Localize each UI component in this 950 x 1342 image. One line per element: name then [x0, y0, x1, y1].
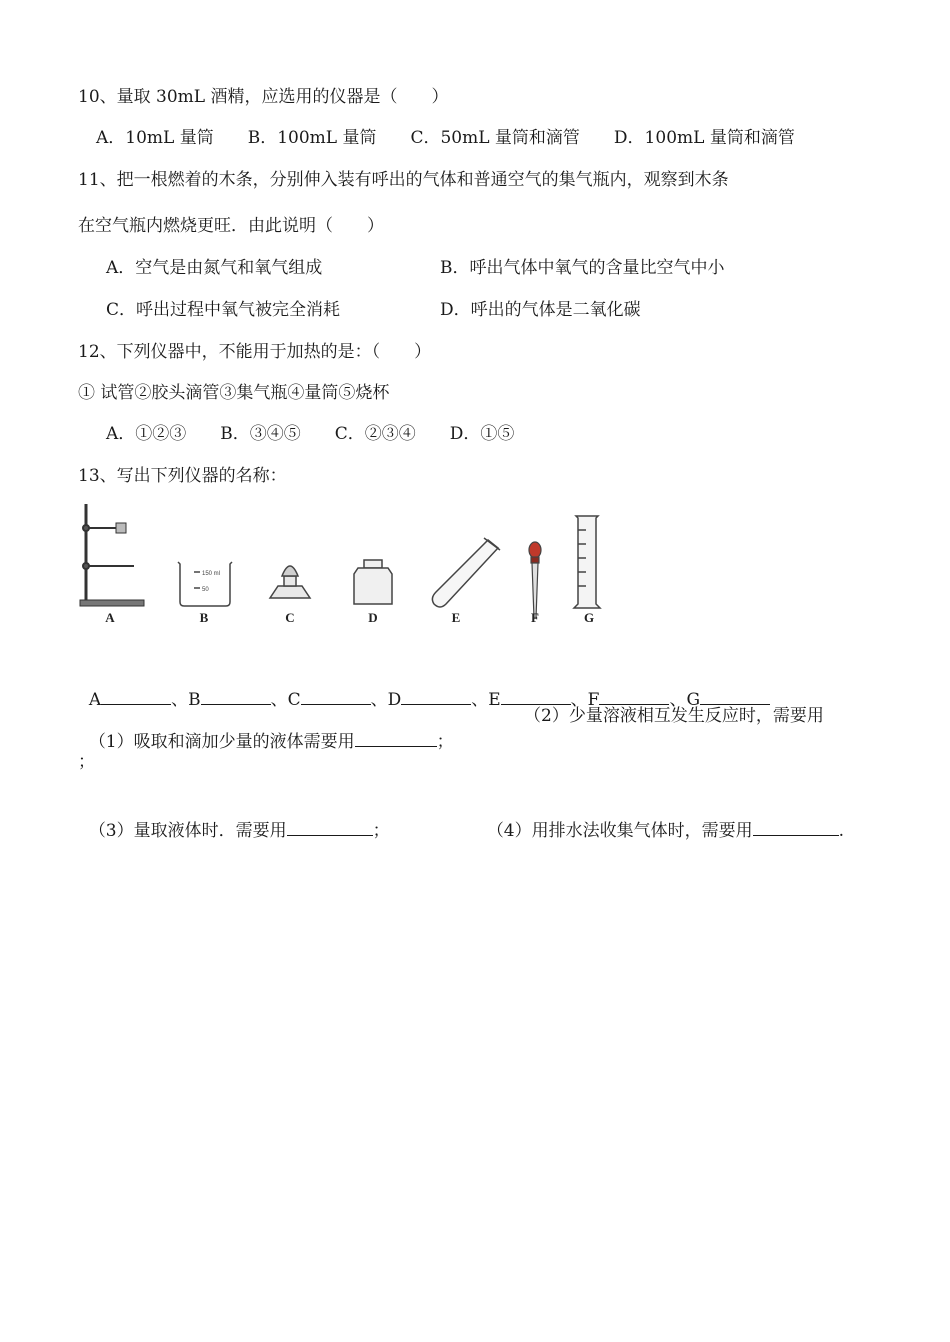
graduated-cylinder-drawing — [574, 516, 600, 608]
q11-option-d: D．呼出的气体是二氧化碳 — [440, 300, 641, 320]
sub3-blank[interactable] — [287, 817, 373, 836]
sub3-end: ； — [372, 821, 390, 841]
answer-a-sep: 、 — [171, 690, 189, 710]
beaker-mark-top: 150 ml — [202, 571, 221, 577]
answer-f-letter: F — [587, 690, 600, 710]
q11-stem-line1: 11、把一根燃着的木条，分别伸入装有呼出的气体和普通空气的集气瓶内，观察到木条 — [78, 170, 729, 190]
answer-c-sep: 、 — [370, 690, 388, 710]
answer-d-letter: D — [387, 690, 402, 710]
answer-b-letter: B — [188, 690, 201, 710]
figure-label-g: G — [583, 610, 595, 625]
beaker-mark-bottom: 50 — [202, 587, 209, 593]
sub4-text: （4）用排水法收集气体时，需要用 — [486, 821, 753, 841]
q10-stem: 10、量取 30mL 酒精，应选用的仪器是（ ） — [78, 87, 449, 107]
answer-e-blank[interactable] — [501, 686, 571, 705]
sub1-blank[interactable] — [355, 728, 437, 747]
answer-a-letter: A — [88, 690, 102, 710]
alcohol-lamp-drawing — [270, 566, 310, 598]
figure-label-d: D — [368, 610, 378, 625]
sub1-text: （1）吸取和滴加少量的液体需要用 — [88, 732, 355, 752]
answer-c-letter: C — [287, 690, 301, 710]
q12-options: A．①②③ B．③④⑤ C．②③④ D．①⑤ — [106, 424, 515, 444]
q13-stem: 13、写出下列仪器的名称： — [78, 466, 287, 486]
figure-label-e: E — [451, 610, 461, 625]
sub3-text: （3）量取液体时．需要用 — [88, 821, 287, 841]
answer-c-blank[interactable] — [301, 686, 371, 705]
answer-a-blank[interactable] — [101, 686, 171, 705]
lab-apparatus-figure — [76, 500, 636, 630]
q13-sub1 — [78, 704, 454, 754]
test-tube-drawing — [432, 538, 500, 607]
answer-f-sep: 、 — [669, 690, 687, 710]
answer-b-sep: 、 — [270, 690, 288, 710]
q11-option-c: C．呼出过程中氧气被完全消耗 — [106, 300, 341, 320]
figure-label-a: A — [105, 610, 115, 625]
figure-label-c: C — [285, 610, 295, 625]
q13-sub2-end: ； — [78, 752, 95, 772]
answer-g-letter: G — [686, 690, 701, 710]
q12-stem: 12、下列仪器中，不能用于加热的是：（ ） — [78, 342, 432, 362]
q12-items: ① 试管②胶头滴管③集气瓶④量筒⑤烧杯 — [78, 383, 390, 403]
q10-options: A．10mL 量筒 B．100mL 量筒 C．50mL 量筒和滴管 D．100mL 量筒和滴管 — [96, 128, 795, 148]
answer-g-blank[interactable] — [700, 686, 770, 705]
answer-e-sep: 、 — [570, 690, 588, 710]
figure-label-f: F — [531, 610, 539, 625]
answer-b-blank[interactable] — [201, 686, 271, 705]
sub4-end: . — [838, 821, 845, 841]
sub4-blank[interactable] — [753, 817, 839, 836]
gas-jar-drawing — [354, 560, 392, 604]
sub1-end: ； — [436, 732, 454, 752]
answer-d-blank[interactable] — [401, 686, 471, 705]
answer-f-blank[interactable] — [599, 686, 669, 705]
answer-e-letter: E — [488, 690, 501, 710]
q13-sub3 — [78, 793, 390, 843]
answer-d-sep: 、 — [471, 690, 489, 710]
q11-option-b: B．呼出气体中氧气的含量比空气中小 — [440, 258, 725, 278]
q13-sub4 — [476, 793, 844, 843]
iron-stand-drawing — [80, 504, 144, 606]
beaker-drawing — [178, 562, 232, 606]
q11-option-a: A．空气是由氮气和氧气组成 — [106, 258, 323, 278]
dropper-drawing — [529, 542, 541, 618]
figure-label-b: B — [199, 610, 209, 625]
q11-stem-line2: 在空气瓶内燃烧更旺．由此说明（ ） — [78, 216, 384, 236]
q13-sub2: （2）少量溶液相互发生反应时，需要用 — [524, 706, 824, 726]
